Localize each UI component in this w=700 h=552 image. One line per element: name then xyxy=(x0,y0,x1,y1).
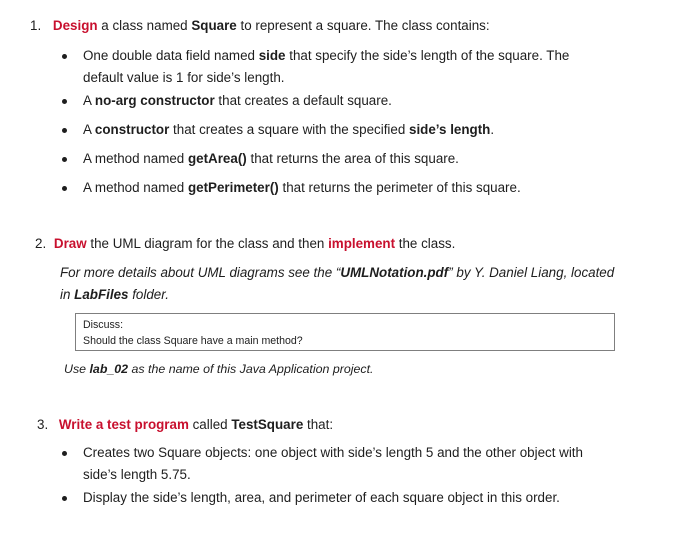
bullet-4-text-pre: A method named xyxy=(83,151,188,166)
section-3-bullet-2: Display the side’s length, area, and perimeter of each square object in this order. xyxy=(83,490,560,505)
section-2-number: 2. xyxy=(35,236,47,251)
section-2-text-a: the UML diagram for the class and then xyxy=(86,236,329,251)
section-2-details-line-1 xyxy=(60,264,614,282)
section-3-text-b: that: xyxy=(303,417,334,432)
bullet-icon xyxy=(62,186,67,191)
section-3-heading xyxy=(37,416,333,434)
section-1-heading xyxy=(30,17,490,35)
section-3-bullet-1-line-2: side’s length 5.75. xyxy=(83,467,191,482)
bullet-2-text-pre: A xyxy=(83,93,95,108)
section-3-verb: Write a test program xyxy=(58,417,189,432)
section-2-details-line-2 xyxy=(60,286,169,304)
bullet-5-text-post: that returns the perimeter of this square. xyxy=(278,180,521,195)
bullet-3-text-pre: A xyxy=(83,122,95,137)
bullet-3-bold-2: side’s length xyxy=(409,122,491,137)
bullet-2-bold: no-arg constructor xyxy=(94,93,215,108)
details-folder-name: LabFiles xyxy=(74,287,129,302)
details-text-post: ” by Y. Daniel Liang, located xyxy=(448,265,615,280)
bullet-icon xyxy=(62,128,67,133)
bullet-4-bold: getArea() xyxy=(187,151,247,166)
section-1-bullet-3 xyxy=(83,121,494,139)
section-1-bullet-4 xyxy=(83,150,459,168)
bullet-1-text-pre: One double data field named xyxy=(83,48,259,63)
section-2-project-note xyxy=(64,360,374,378)
bullet-4-text-post: that returns the area of this square. xyxy=(246,151,459,166)
details-line-2-post: folder. xyxy=(128,287,169,302)
details-text-pre: For more details about UML diagrams see the “ xyxy=(60,265,341,280)
bullet-1-bold: side xyxy=(258,48,286,63)
details-line-2-pre: in xyxy=(60,287,75,302)
section-1-bullet-5 xyxy=(83,179,521,197)
section-2-verb: Draw xyxy=(53,236,87,251)
section-1-bullet-1 xyxy=(83,47,569,65)
section-2-heading xyxy=(35,235,455,253)
bullet-icon xyxy=(62,99,67,104)
bullet-5-bold: getPerimeter() xyxy=(187,180,279,195)
bullet-3-bold: constructor xyxy=(94,122,170,137)
bullet-2-text-post: that creates a default square. xyxy=(214,93,392,108)
project-name: lab_02 xyxy=(89,362,129,376)
section-1-intro-a: a class named xyxy=(97,18,192,33)
bullet-5-text-pre: A method named xyxy=(83,180,188,195)
section-3-bullet-1-line-1: Creates two Square objects: one object with side’s length 5 and the other object with xyxy=(83,445,583,460)
bullet-icon xyxy=(62,157,67,162)
bullet-3-text-post: . xyxy=(490,122,495,137)
discuss-question: Should the class Square have a main method? xyxy=(83,335,303,347)
project-note-pre: Use xyxy=(64,362,90,376)
bullet-icon xyxy=(62,496,67,501)
section-3-number: 3. xyxy=(37,417,49,432)
bullet-icon xyxy=(62,54,67,59)
section-3-text-a: called xyxy=(188,417,232,432)
section-3-program-name: TestSquare xyxy=(231,417,304,432)
details-file-name: UMLNotation.pdf xyxy=(340,265,449,280)
section-1-bullet-1-continuation: default value is 1 for side’s length. xyxy=(83,70,285,85)
bullet-3-text-mid: that creates a square with the specified xyxy=(169,122,410,137)
project-note-post: as the name of this Java Application project. xyxy=(128,362,374,376)
section-1-class-name: Square xyxy=(191,18,237,33)
bullet-1-text-post: that specify the side’s length of the square. The xyxy=(285,48,570,63)
section-1-intro-b: to represent a square. The class contains: xyxy=(236,18,490,33)
section-2-text-b: the class. xyxy=(395,236,456,251)
bullet-icon xyxy=(62,451,67,456)
discuss-label: Discuss: xyxy=(83,319,124,331)
section-2-verb-2: implement xyxy=(328,236,396,251)
section-1-verb: Design xyxy=(52,18,98,33)
section-1-number: 1. xyxy=(30,18,42,33)
discuss-box xyxy=(75,313,615,351)
section-1-bullet-2 xyxy=(83,92,392,110)
